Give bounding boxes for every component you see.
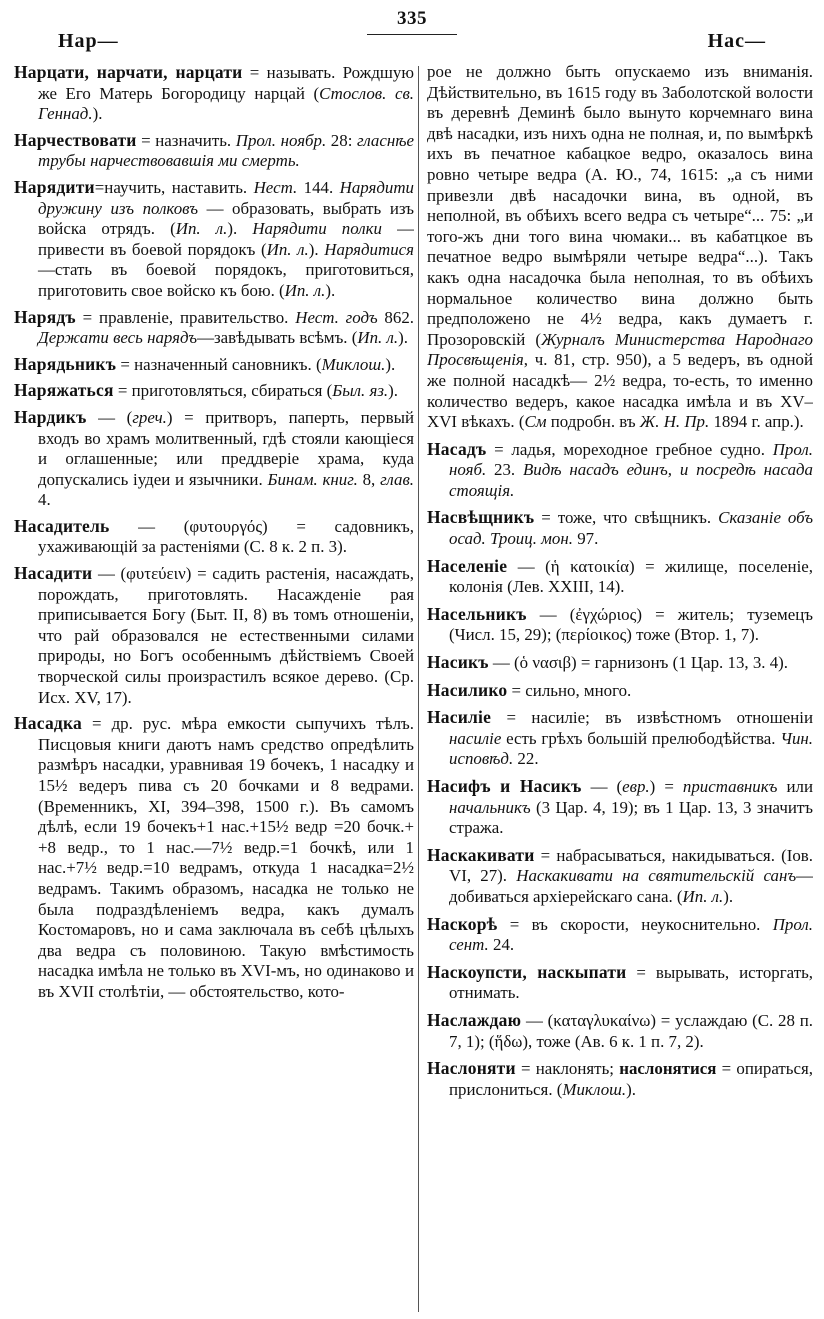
headword: Населенiе bbox=[427, 555, 508, 576]
entry-nasveshchnik: Насвѣщникъ = тоже, что свѣщникъ. Сказанiе объ осад. Троиц. мон. 97. bbox=[427, 507, 813, 549]
left-column bbox=[14, 62, 414, 1312]
entry-nasadka: Насадка = др. рус. мѣра емкости сыпучихъ тѣлъ. Писцовыя книги даютъ намъ средство опредѣлить размѣръ насадки, уравнивая 19 бочекъ, 1 насадку и 15½ ведеръ пива съ 20 бочками и 8 ведрами. (Временникъ, XI, 394–398, 1500 г.). Въ самомъ дѣлѣ, если 19 бочекъ+1 нас.+15½ ведр =20 бочк.+ +8 ведр., то 1 нас.—7½ ведр.=1 бочкѣ, или 1 нас.+7½ ведр.=10 ведрамъ, откуда 1 насадка=2½ ведрамъ. Такимъ образомъ, насадка не только не была подраздѣленiемъ ведра, какъ думалъ Костомаровъ, но и сама заключала въ себѣ цѣлыхъ два ведра съ половиною. Такую вмѣстимость насадка имѣла не только въ XVI-мъ, но одинаково и въ XVII столѣтiи, — обстоятельство, кото- bbox=[14, 713, 414, 1001]
entry-naselenie: Населенiе — (ἡ κατοικία) = жилище, поселенiе, колонiя (Лев. XXIII, 14). bbox=[427, 555, 813, 597]
entry-naryaditi: Нарядити=научить, наставить. Нест. 144. Нарядити дружину изъ полковъ — образовать, выбрать изъ войска отрядъ. (Ип. л.). Нарядити полки — привести въ боевой порядокъ (Ип. л.). Нарядитися—стать въ боевой порядокъ, приготовиться, приготовить свое войско къ бою. (Ип. л.). bbox=[14, 176, 414, 300]
entry-narchestvovati: Нарчествовати = назначить. Прол. ноябр. 28: гласнѣе трубы нарчествовавшiя ми смерть. bbox=[14, 129, 414, 171]
entry-nasif: Насифъ и Насикъ — (евр.) = приставникъ или начальникъ (3 Цар. 4, 19); въ 1 Цар. 13, 3 значитъ стража. bbox=[427, 776, 813, 838]
entry-naskore: Наскорѣ = въ скорости, неукоснительно. Прол. сент. 24. bbox=[427, 913, 813, 955]
headword: Нардикъ bbox=[14, 406, 87, 427]
headword: Насадитель bbox=[14, 515, 110, 536]
headword: Насадъ bbox=[427, 438, 487, 459]
right-column bbox=[427, 62, 813, 1312]
headword: Насельникъ bbox=[427, 603, 527, 624]
headword: Наслоняти bbox=[427, 1058, 516, 1079]
entry-nasiliko: Насилико = сильно, много. bbox=[427, 679, 632, 700]
entry-nardik: Нардикъ — (греч.) = притворъ, паперть, первый входъ во храмъ молитвенный, гдѣ стояли кающiеся и оглашенные; или преддверiе храма, куда допускались iудеи и язычники. Бинам. книг. 8, глав. 4. bbox=[14, 406, 414, 510]
entry-naryazhatsya: Наряжаться = приготовляться, сбираться (Был. яз.). bbox=[14, 380, 399, 401]
guide-word-left: Нар— bbox=[58, 30, 119, 52]
headword: Наслаждаю bbox=[427, 1009, 522, 1030]
entry-nasaditi: Насадити — (φυτεύειν) = садить растенiя, насаждать, порождать, приготовлять. Насажденiе рая приписывается Богу (Быт. II, 8) въ томъ отношенiи, что рай образовался не естественными силами природы, но Богъ особеннымъ дѣйствiемъ Своей творческой силы произрастилъ всякое дерево. (Ср. Исх. XV, 17). bbox=[14, 563, 414, 707]
headword: Насикъ bbox=[427, 652, 489, 673]
headword: Насадка bbox=[14, 713, 82, 734]
entry-nasilie: Насилiе = насилiе; въ извѣстномъ отношенiи насилiе есть грѣхъ большiй прелюбодѣйства. Чин. исповѣд. 22. bbox=[427, 707, 813, 769]
guide-word-right: Нас— bbox=[707, 30, 766, 52]
entry-naryadnik: Нарядьникъ = назначенный сановникъ. (Миклош.). bbox=[14, 353, 396, 374]
headword: Нарядъ bbox=[14, 306, 76, 327]
headword: Насадити bbox=[14, 563, 93, 584]
entry-naselnik: Насельникъ — (ἐγχώριος) = житель; туземецъ (Числ. 15, 29); (περίοικος) тоже (Втор. 1, 7). bbox=[427, 603, 813, 645]
headword: Наскакивати bbox=[427, 844, 535, 865]
entry-nasad: Насадъ = ладья, мореходное гребное судно. Прол. нояб. 23. Видѣ насадъ единъ, и посредѣ насада стоящiя. bbox=[427, 438, 813, 500]
page-number-rule bbox=[367, 34, 457, 35]
entry-naslazhdayu: Наслаждаю — (καταγλυκαίνω) = услаждаю (С. 28 п. 7, 1); (ἥδω), тоже (Ав. 6 к. 1 п. 7, 2). bbox=[427, 1009, 813, 1051]
headword: Нарцати, нарчати, нарцати bbox=[14, 62, 243, 82]
entry-naslonyati: Наслоняти = наклонять; наслонятися = опиратьcя, прислониться. (Миклош.). bbox=[427, 1058, 813, 1099]
headword: Наскорѣ bbox=[427, 913, 498, 934]
headword: Насифъ и Насикъ bbox=[427, 776, 582, 796]
entry-naryad: Нарядъ = правленiе, правительство. Нест. годъ 862. Держати весь нарядъ—завѣдывать всѣмъ. (Ип. л.). bbox=[14, 306, 414, 348]
headword: Нарядити bbox=[14, 176, 95, 197]
column-divider bbox=[418, 66, 419, 1312]
entry-naskakivati: Наскакивати = набрасываться, накидываться. (Iов. VI, 27). Наскакивати на святительскiй санъ—добиваться архiерейскаго сана. (Ип. л.). bbox=[427, 844, 813, 906]
entry-nasadka-continued: рое не должно быть опускаемо изъ вниманiя. Дѣйствительно, въ 1615 году въ Заболотской волости въ деревнѣ Деминѣ было вынуто корчемнаго вина двѣ насадки, изъ нихъ одна не полная, и, по вымѣркѣ ихъ въ печатное кабацкое ведро, оказалось вина ровно четыре ведра (А. Ю., 74, 1615: „а съ ними привезли двѣ насадочки вина, въ одной, въ неполной, въ обѣихъ всего ведра съ четыре“... 75: „и того-жъ дни того вина чюмаки... въ кабатцкое въ печатное ведро вымѣряли четыре ведра“...). Такъ какъ одна насадочка была неполная, то въ обѣихъ нормальное количество вина должно быть предположено не 4½ ведра, какъ думаетъ г. Прозоровскiй (Журналъ Министерства Народнаго Просвѣщенiя, ч. 81, стр. 950), а 5 ведеръ, въ одной же полной насадкѣ— 2½ ведра, то-есть, то именно количество ведеръ, какое насадка имѣла и въ XV– XVI вѣкахъ. (См подробн. въ Ж. Н. Пр. 1894 г. апр.). bbox=[427, 62, 813, 432]
headword: Наряжаться bbox=[14, 380, 114, 401]
headword: Нарчествовати bbox=[14, 129, 137, 150]
headword: Наскоупсти, наскыпати bbox=[427, 961, 627, 982]
headword: Насилико bbox=[427, 679, 508, 700]
entry-narcati: Нарцати, нарчати, нарцати = называть. Рождшую же Его Матерь Богородицу нарцай (Стослов. св. Геннад.). bbox=[14, 62, 414, 124]
entry-nasaditel: Насадитель — (φυτουργός) = садовникъ, ухаживающiй за растенiями (С. 8 к. 2 п. 3). bbox=[14, 515, 414, 557]
entry-nasik: Насикъ — (ὁ νασιβ) = гарнизонъ (1 Цар. 13, 3. 4). bbox=[427, 652, 789, 673]
entry-naskoupsti: Наскоупсти, наскыпати = вырывать, исторгать, отнимать. bbox=[427, 961, 813, 1003]
headword: Насилiе bbox=[427, 707, 492, 728]
page-number: 335 bbox=[397, 8, 427, 29]
headword: Нарядьникъ bbox=[14, 353, 117, 374]
headword: Насвѣщникъ bbox=[427, 507, 535, 528]
